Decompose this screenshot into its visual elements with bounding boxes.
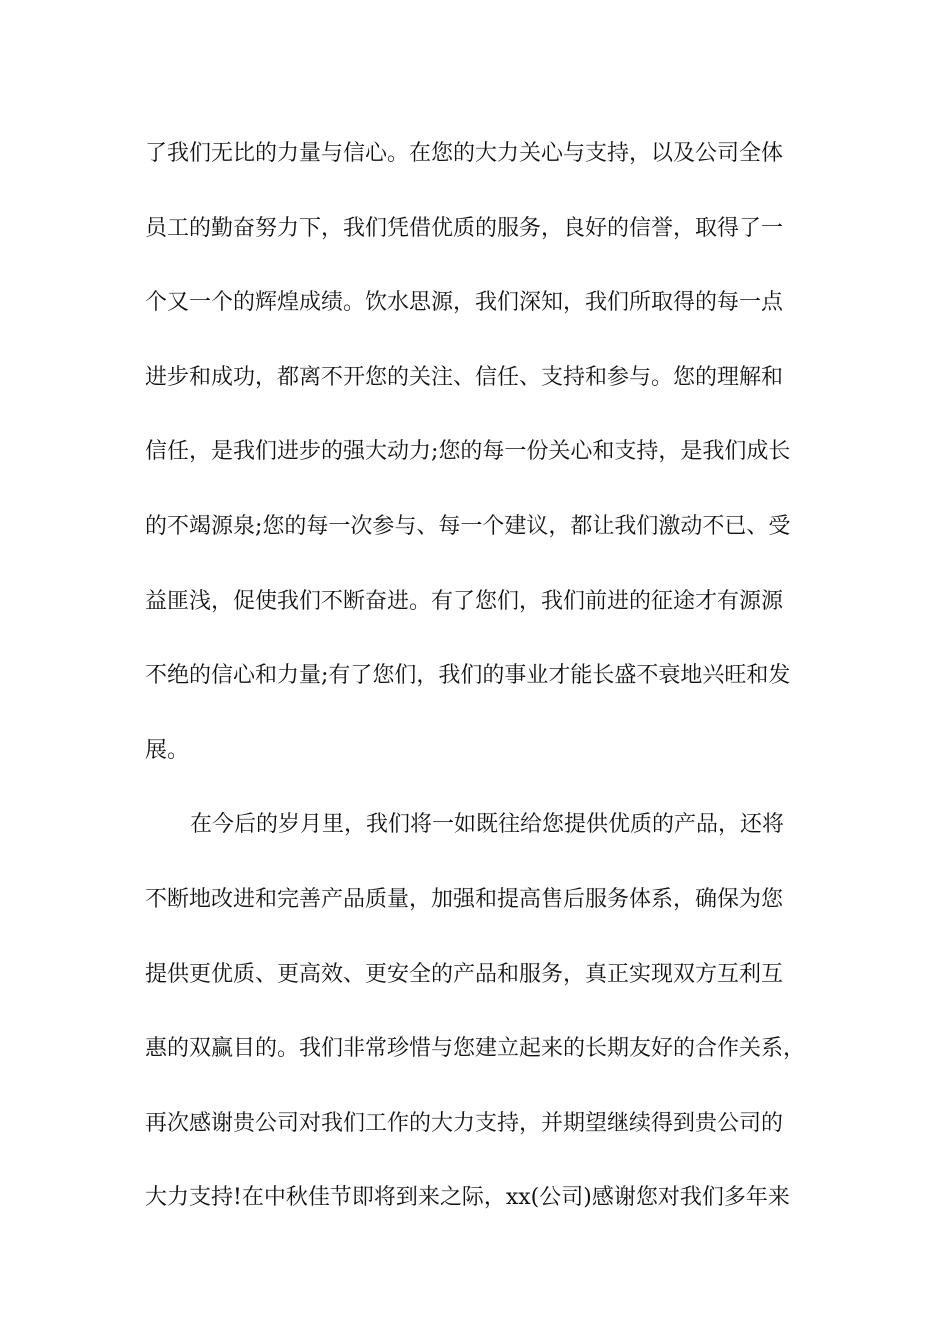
body-text [145,132,835,1251]
text-line: 提供更优质、更高效、更安全的产品和服务，真正实现双方互利互 [145,961,784,987]
text-line: 大力支持!在中秋佳节即将到来之际，xx(公司)感谢您对我们多年来 [145,1185,790,1211]
text-line: 进步和成功，都离不开您的关注、信任、支持和参与。您的理解和 [145,364,784,390]
text-line: 不绝的信心和力量;有了您们，我们的事业才能长盛不衰地兴旺和发 [145,663,791,689]
text-line: 了我们无比的力量与信心。在您的大力关心与支持，以及公司全体 [145,141,784,166]
text-line: 信任，是我们进步的强大动力;您的每一份关心和支持，是我们成长 [145,439,791,465]
text-line: 不断地改进和完善产品质量，加强和提高售后服务体系，确保为您 [145,886,784,912]
text-line: 益匪浅，促使我们不断奋进。有了您们，我们前进的征途才有源源 [145,588,784,614]
text-line: 个又一个的辉煌成绩。饮水思源，我们深知，我们所取得的每一点 [145,290,784,316]
text-line: 员工的勤奋努力下，我们凭借优质的服务，良好的信誉，取得了一 [145,215,784,241]
text-line: 惠的双赢目的。我们非常珍惜与您建立起来的长期友好的合作关系， [145,1036,806,1062]
text-line: 展。 [145,737,190,763]
text-line: 再次感谢贵公司对我们工作的大力支持，并期望继续得到贵公司的 [145,1110,784,1136]
text-line: 的不竭源泉;您的每一次参与、每一个建议，都让我们激动不已、受 [145,513,791,539]
paragraph-start-line: 在今后的岁月里，我们将一如既往给您提供优质的产品，还将 [190,812,785,838]
